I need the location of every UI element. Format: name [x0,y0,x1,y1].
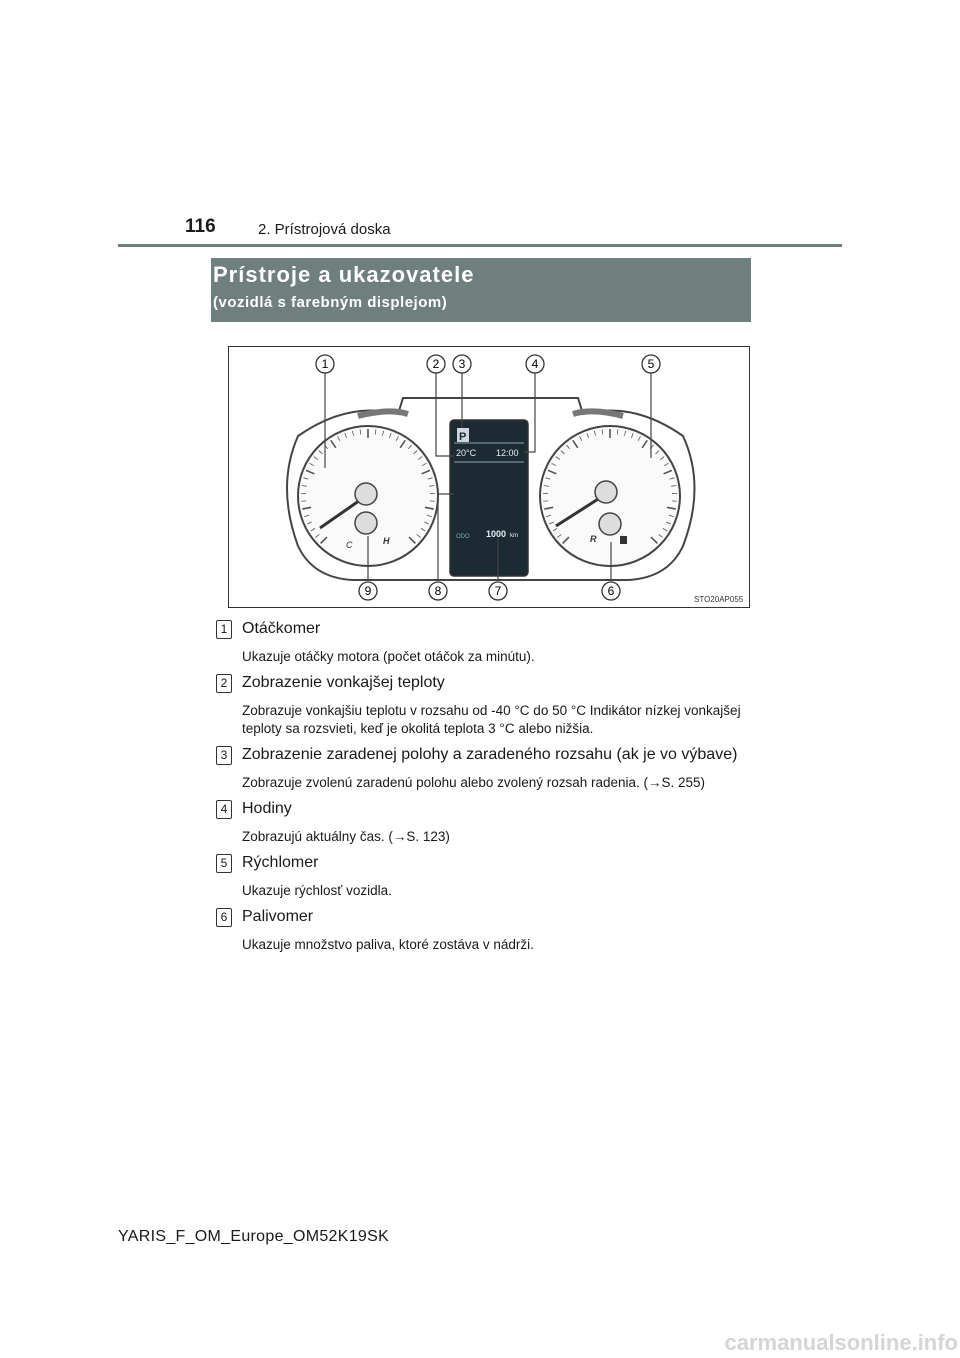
list-item [216,618,756,666]
section-banner [211,258,751,322]
tachometer-hub [355,483,377,505]
item-number-badge: 5 [216,854,232,873]
speedometer-gauge [540,426,680,566]
item-header [216,618,756,644]
section-subtitle: (vozidlá s farebným displejom) [213,294,448,311]
chapter-title: 2. Prístrojová doska [258,221,391,238]
document-code: YARIS_F_OM_Europe_OM52K19SK [118,1228,390,1245]
callout-7 [489,582,507,600]
section-title: Prístroje a ukazovatele [213,262,475,287]
item-header [216,744,756,770]
temp-cold-mark: C [346,540,353,550]
callout-label: 6 [607,584,615,598]
callout-label: 8 [434,584,442,598]
callout-5 [642,355,660,373]
item-number-badge: 3 [216,746,232,765]
item-title: Zobrazenie zaradenej polohy a zaradeného rozsahu (ak je vo výbave) [242,746,738,763]
item-number-badge: 6 [216,908,232,927]
callout-4 [526,355,544,373]
callout-6 [602,582,620,600]
item-description: Ukazuje rýchlosť vozidla. [242,883,392,898]
item-header [216,852,756,878]
item-description: Zobrazuje zvolenú zaradenú polohu alebo zvolený rozsah radenia. (→S. 255) [242,775,706,790]
item-title: Otáčkomer [242,620,321,637]
item-title: Rýchlomer [242,854,319,871]
fuel-reserve-mark: R [590,534,597,544]
fuel-gauge-hub [599,513,621,535]
callout-label: 4 [531,357,539,371]
item-header [216,672,756,698]
list-item [216,906,756,954]
callout-8 [429,582,447,600]
gear-indicator: P [459,431,467,443]
item-title: Palivomer [242,908,314,925]
odo-label: ODO [456,534,470,540]
odometer-readout: 1000 [486,529,507,539]
callout-label: 7 [494,584,502,598]
temp-hot-mark: H [383,536,390,546]
item-header [216,906,756,932]
header-rule [118,244,842,247]
callout-1 [316,355,334,373]
image-code: STO20AP055 [694,595,744,604]
callout-9 [359,582,377,600]
item-title: Zobrazenie vonkajšej teploty [242,674,445,691]
item-number-badge: 1 [216,620,232,639]
item-description: Ukazuje otáčky motora (počet otáčok za minútu). [242,649,535,664]
item-header [216,798,756,824]
item-title: Hodiny [242,800,292,817]
cluster-illustration [228,346,750,608]
item-description: Zobrazujú aktuálny čas. (→S. 123) [242,829,450,844]
item-number-badge: 4 [216,800,232,819]
list-item [216,672,756,738]
callout-label: 3 [458,357,466,371]
callout-label: 5 [647,357,655,371]
list-item [216,744,756,792]
page-number: 116 [185,216,216,237]
odometer-unit: km [510,533,518,539]
outside-temp-readout: 20°C [456,448,477,458]
clock-readout: 12:00 [496,448,519,458]
callout-2 [427,355,445,373]
item-description: Ukazuje množstvo paliva, ktoré zostáva v nádrži. [242,937,534,952]
item-list [216,618,756,960]
list-item [216,852,756,900]
speedometer-hub [595,481,617,503]
item-description: Zobrazuje vonkajšiu teplotu v rozsahu od -40 °C do 50 °C Indikátor nízkej vonkajšej teploty sa rozsvieti, keď je okolitá teplota 3 °C alebo nižšia. [242,703,741,736]
fuel-pump-icon [620,536,627,544]
list-item [216,798,756,846]
watermark[interactable]: carmanualsonline.info [724,1330,958,1355]
item-number-badge: 2 [216,674,232,693]
callout-label: 1 [321,357,329,371]
instrument-cluster-figure [228,346,750,608]
callout-label: 2 [432,357,440,371]
temp-gauge-hub [355,512,377,534]
callout-label: 9 [364,584,372,598]
callout-3 [453,355,471,373]
